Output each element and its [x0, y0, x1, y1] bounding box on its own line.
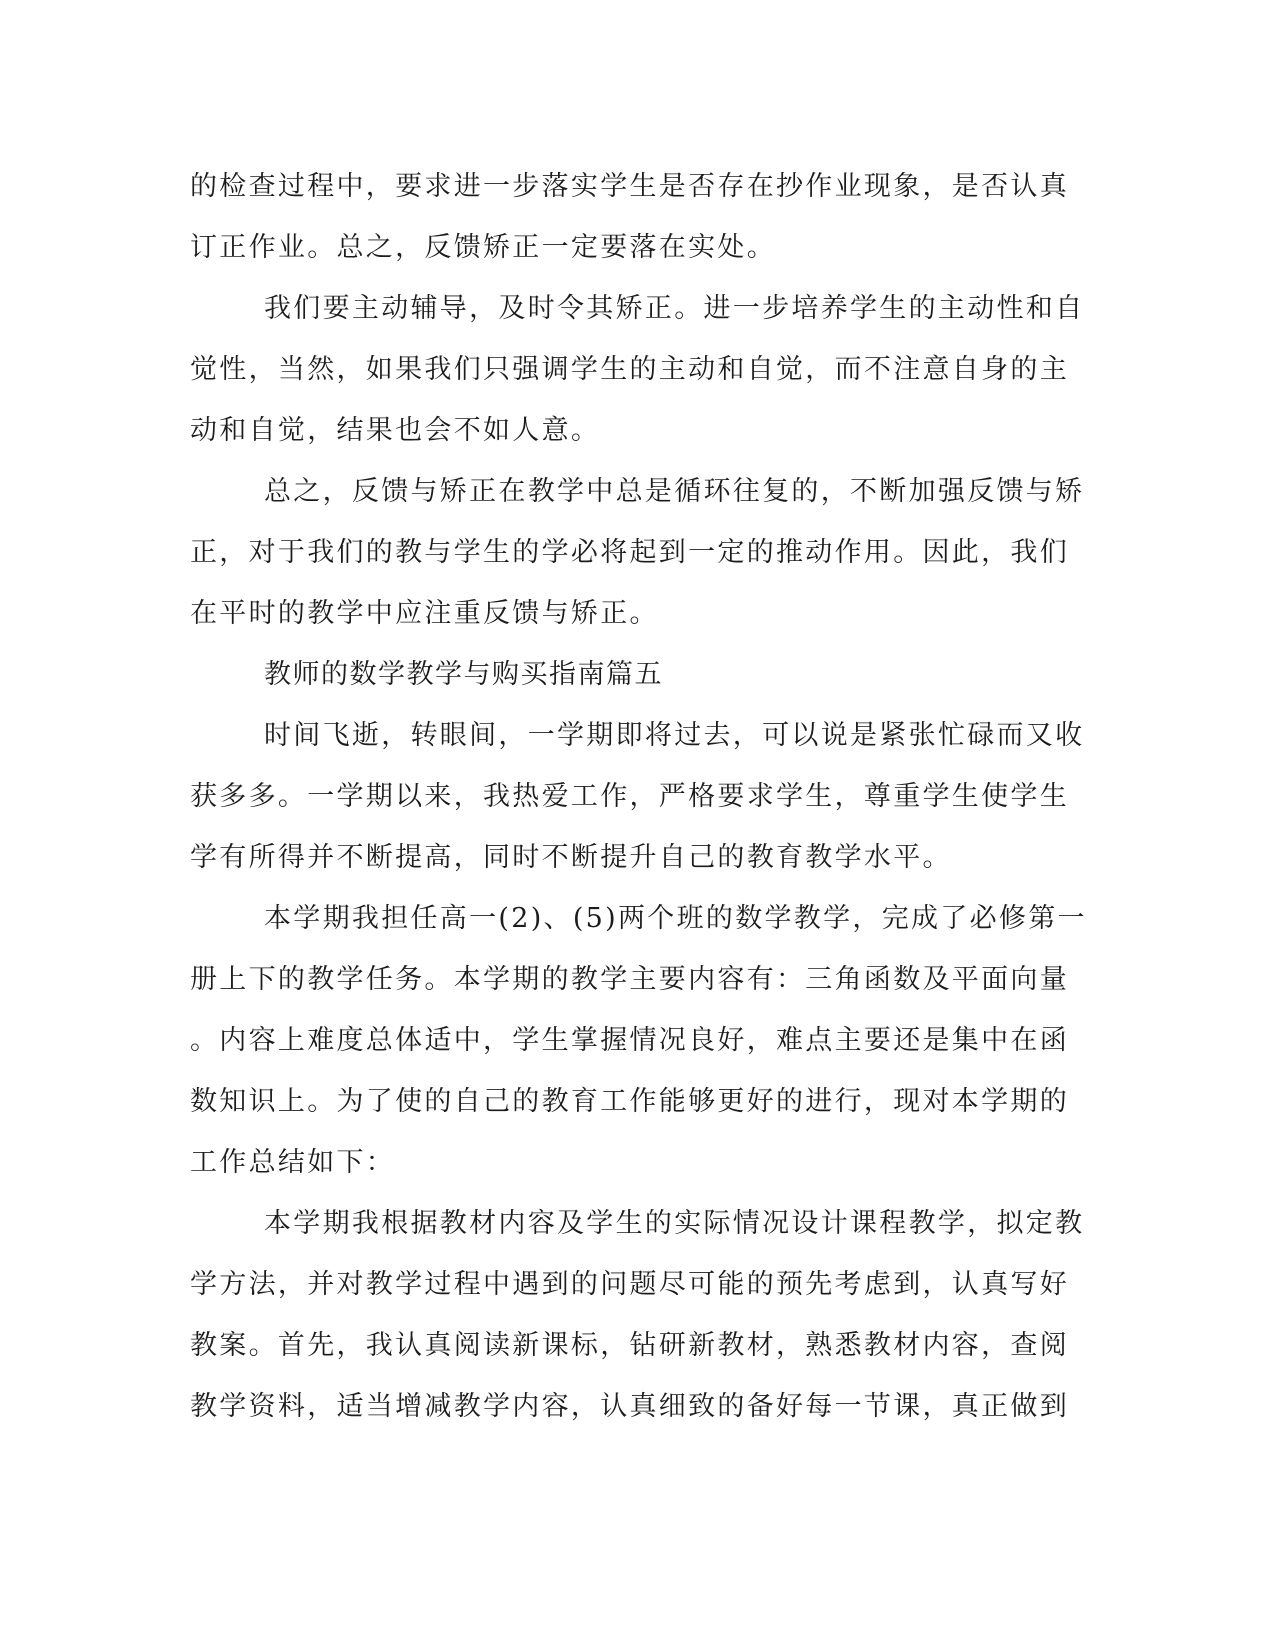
text-line: 获多多。一学期以来，我热爱工作，严格要求学生，尊重学生使学生 [190, 781, 1069, 812]
text-line: 的检查过程中，要求进一步落实学生是否存在抄作业现象，是否认真 [190, 171, 1069, 202]
text-line: 学方法，并对教学过程中遇到的问题尽可能的预先考虑到，认真写好 [190, 1269, 1069, 1300]
paragraph-start-line: 本学期我根据教材内容及学生的实际情况设计课程教学，拟定教 [264, 1208, 1085, 1239]
text-line: 教学资料，适当增减教学内容，认真细致的备好每一节课，真正做到 [190, 1391, 1069, 1422]
text-line: 教案。首先，我认真阅读新课标，钻研新教材，熟悉教材内容，查阅 [190, 1330, 1069, 1361]
paragraph-start-line: 时间飞逝，转眼间，一学期即将过去，可以说是紧张忙碌而又收 [264, 720, 1085, 751]
text-line: 正，对于我们的教与学生的学必将起到一定的推动作用。因此，我们 [190, 537, 1069, 568]
text-line: 订正作业。总之，反馈矫正一定要落在实处。 [190, 232, 776, 263]
text-line: 工作总结如下： [190, 1147, 396, 1178]
document-body [190, 156, 1090, 1437]
text-line: 动和自觉，结果也会不如人意。 [190, 415, 601, 446]
section-heading: 教师的数学教学与购买指南篇五 [264, 659, 663, 690]
paragraph-start-line: 我们要主动辅导，及时令其矫正。进一步培养学生的主动性和自 [264, 293, 1085, 324]
text-line: 觉性，当然，如果我们只强调学生的主动和自觉，而不注意自身的主 [190, 354, 1069, 385]
paragraph-start-line: 总之，反馈与矫正在教学中总是循环往复的，不断加强反馈与矫 [264, 476, 1085, 507]
text-line: 册上下的教学任务。本学期的教学主要内容有：三角函数及平面向量 [190, 964, 1069, 995]
text-line: 。内容上难度总体适中，学生掌握情况良好，难点主要还是集中在函 [190, 1025, 1069, 1056]
text-line: 学有所得并不断提高，同时不断提升自己的教育教学水平。 [190, 842, 952, 873]
paragraph-start-line: 本学期我担任高一(2)、(5)两个班的数学教学，完成了必修第一 [264, 903, 1087, 934]
text-line: 数知识上。为了使的自己的教育工作能够更好的进行，现对本学期的 [190, 1086, 1069, 1117]
text-line: 在平时的教学中应注重反馈与矫正。 [190, 598, 659, 629]
